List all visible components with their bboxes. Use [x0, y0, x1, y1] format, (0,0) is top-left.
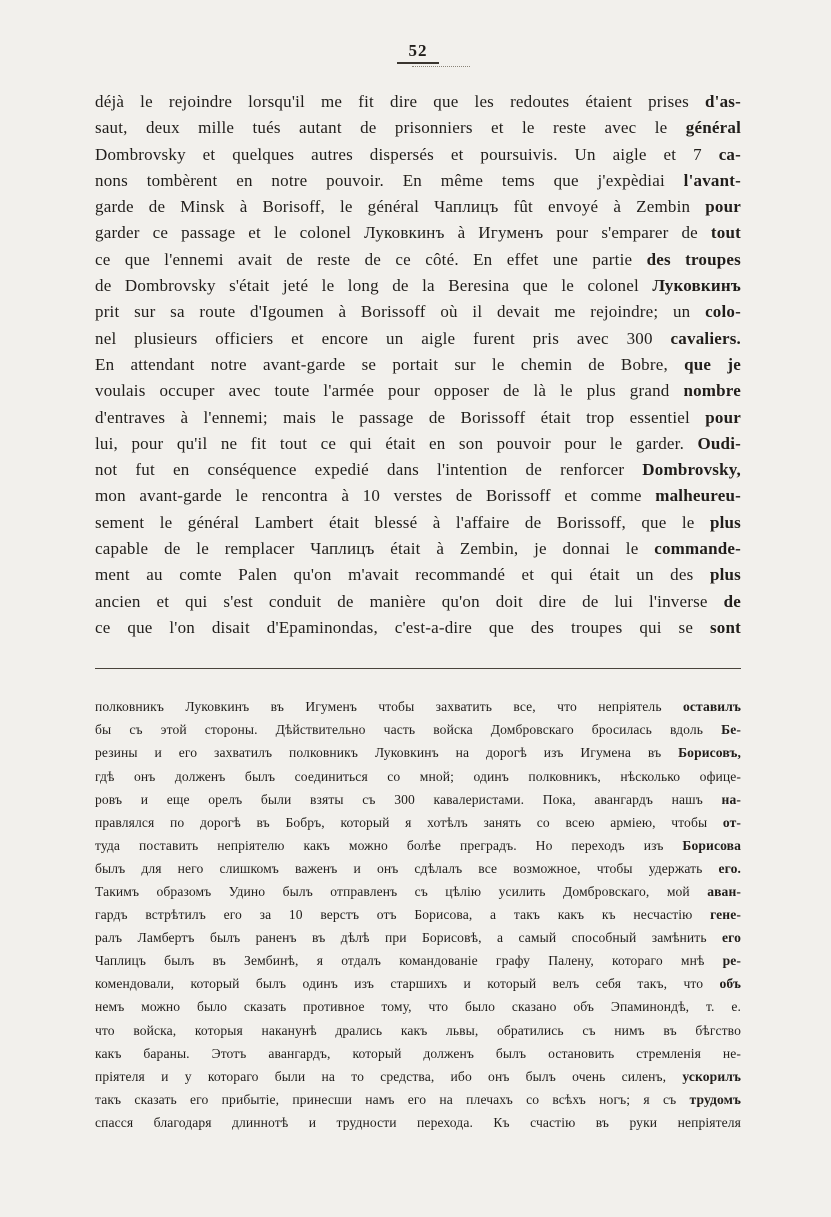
text-line: правлялся по дорогѣ въ Бобръ, который я хотѣлъ занять со всею арміею, чтобы от-	[95, 814, 741, 830]
text-line: Чаплицъ былъ въ Зембинѣ, я отдалъ командованіе графу Палену, котораго мнѣ ре-	[95, 953, 741, 969]
footnote-russian	[95, 695, 741, 1134]
text-line: ce que l'ennemi avait de reste de ce côté. En effet une partie des troupes	[95, 249, 741, 269]
text-line: ce que l'on disait d'Epaminondas, c'est-a-dire que des troupes qui se sont	[95, 617, 741, 637]
text-line: nel plusieurs officiers et encore un aigle furent pris avec 300 cavaliers.	[95, 328, 741, 348]
text-line: d'entraves à l'ennemi; mais le passage de Borissoff était trop essentiel pour	[95, 407, 741, 427]
text-line: ралъ Ламбертъ былъ раненъ въ дѣлѣ при Борисовѣ, а самый способный замѣнить его	[95, 930, 741, 946]
main-text-french	[95, 89, 741, 641]
text-line: немъ можно было сказать противное тому, что было сказано объ Эпаминондѣ, т. е.	[95, 999, 741, 1015]
text-line: ment au comte Palen qu'on m'avait recommandé et qui était un des plus	[95, 565, 741, 585]
text-line: de Dombrovsky s'était jeté le long de la Beresina que le colonel Луковкинъ	[95, 276, 741, 296]
page-header	[95, 42, 741, 67]
text-line: пріятеля и у котораго были на то средства, ибо онъ былъ очень силенъ, ускорилъ	[95, 1068, 741, 1084]
footnote-separator	[95, 668, 741, 669]
text-line: спасся благодаря длиннотѣ и трудности перехода. Къ счастію въ руки непріятеля	[95, 1114, 741, 1130]
text-line: что войска, которыя наканунѣ дрались какъ львы, обратились съ нимъ въ бѣгство	[95, 1022, 741, 1038]
text-line: ровъ и еще орелъ были взяты съ 300 кавалеристами. Пока, авангардъ нашъ на-	[95, 791, 741, 807]
text-line: гдѣ онъ долженъ былъ соединиться со мной; одинъ полковникъ, нѣсколько офице-	[95, 768, 741, 784]
text-line: какъ бараны. Этотъ авангардъ, который долженъ былъ остановить стремленія не-	[95, 1045, 741, 1061]
text-line: lui, pour qu'il ne fit tout ce qui était en son pouvoir pour le garder. Oudi-	[95, 433, 741, 453]
text-line: En attendant notre avant-garde se portait sur le chemin de Bobre, que je	[95, 354, 741, 374]
text-line: capable de le remplacer Чаплицъ était à Zembin, je donnai le commande-	[95, 539, 741, 559]
text-line: déjà le rejoindre lorsqu'il me fit dire que les redoutes étaient prises d'as-	[95, 92, 741, 111]
text-line: комендовали, который былъ одинъ изъ старшихъ и который велъ себя такъ, что объ	[95, 976, 741, 992]
text-line: mon avant-garde le rencontra à 10 verstes de Borissoff et comme malheureu-	[95, 486, 741, 506]
page-number: 52	[408, 41, 428, 60]
text-line: былъ для него слишкомъ важенъ и онъ сдѣлалъ все возможное, чтобы удержать его.	[95, 860, 741, 876]
page-number-rule-faint	[412, 66, 470, 67]
text-line: Dombrovsky et quelques autres dispersés et poursuivis. Un aigle et 7 ca-	[95, 144, 741, 164]
text-line: бы съ этой стороны. Дѣйствительно часть войска Домбровскаго бросилась вдоль Бе-	[95, 722, 741, 738]
text-line: saut, deux mille tués autant de prisonniers et le reste avec le général	[95, 118, 741, 138]
text-line: sement le général Lambert était blessé à l'affaire de Borissoff, que le plus	[95, 512, 741, 532]
text-line: гардъ встрѣтилъ его за 10 верстъ отъ Борисова, а такъ какъ къ несчастію гене-	[95, 907, 741, 923]
text-line: полковникъ Луковкинъ въ Игуменъ чтобы захватить все, что непріятель оставилъ	[95, 699, 741, 715]
text-line: prit sur sa route d'Igoumen à Borissoff où il devait me rejoindre; un colo-	[95, 302, 741, 322]
text-line: garde de Minsk à Borisoff, le général Чаплицъ fût envoyé à Zembin pour	[95, 197, 741, 217]
text-line: voulais occuper avec toute l'armée pour opposer de là le plus grand nombre	[95, 381, 741, 401]
text-line: ancien et qui s'est conduit de manière qu'on doit dire de lui l'inverse de	[95, 591, 741, 611]
text-line: резины и его захватилъ полковникъ Луковкинъ на дорогѣ изъ Игумена въ Борисовъ,	[95, 745, 741, 761]
text-line: not fut en conséquence expedié dans l'intention de renforcer Dombrovsky,	[95, 460, 741, 480]
text-line: Такимъ образомъ Удино былъ отправленъ съ цѣлію усилить Домбровскаго, мой аван-	[95, 883, 741, 899]
text-line: garder ce passage et le colonel Луковкинъ à Игуменъ pour s'emparer de tout	[95, 223, 741, 243]
page-number-rule	[397, 62, 439, 64]
text-line: nons tombèrent en notre pouvoir. En même tems que j'expèdiai l'avant-	[95, 170, 741, 190]
text-line: туда поставить непріятелю какъ можно болѣе преградъ. Но переходъ изъ Борисова	[95, 837, 741, 853]
text-line: такъ сказать его прибытіе, принесши намъ его на плечахъ со всѣхъ ногъ; я съ трудомъ	[95, 1091, 741, 1107]
